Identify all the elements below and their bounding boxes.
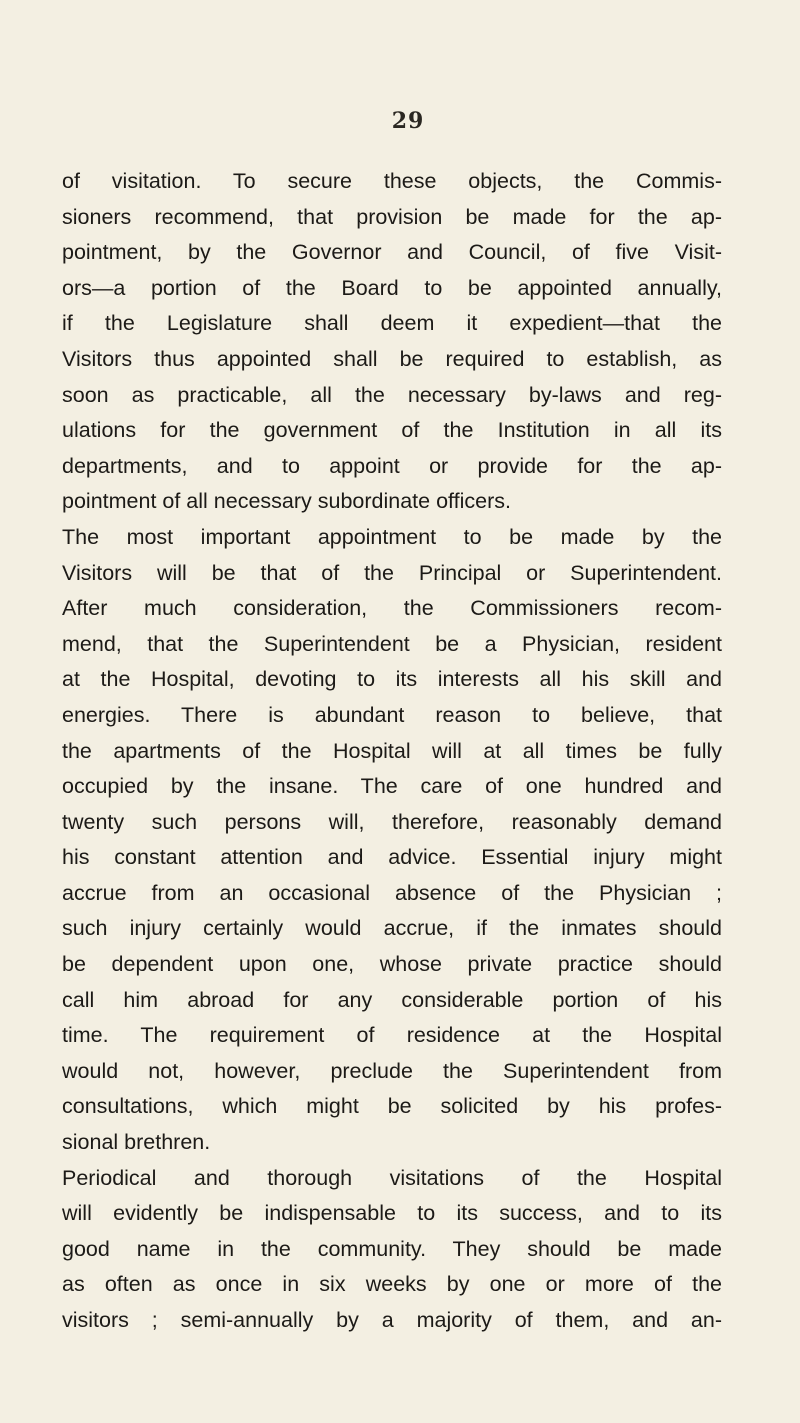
text-line: Periodical and thorough visitations of the Hospital — [62, 1165, 722, 1190]
text-line: call him abroad for any considerable portion of his — [62, 987, 722, 1012]
text-line: visitors ; semi-annually by a majority of them, and an- — [62, 1308, 722, 1332]
text-line: if the Legislature shall deem it expedient—that the — [62, 311, 722, 336]
text-line: ulations for the government of the Institution in all its — [62, 418, 722, 443]
text-line: occupied by the insane. The care of one hundred and — [62, 774, 722, 799]
text-line: After much consideration, the Commissioners recom- — [62, 596, 722, 621]
text-line: Visitors will be that of the Principal or Superintendent. — [62, 560, 722, 585]
text-line: energies. There is abundant reason to believe, that — [62, 702, 722, 727]
text-line: pointment of all necessary subordinate officers. — [62, 489, 511, 514]
text-line: time. The requirement of residence at the Hospital — [62, 1023, 722, 1048]
text-line: ors—a portion of the Board to be appointed annually, — [62, 275, 722, 300]
text-line: will evidently be indispensable to its success, and to its — [62, 1201, 722, 1226]
text-line: departments, and to appoint or provide for the ap- — [62, 453, 722, 478]
text-line: as often as once in six weeks by one or more of the — [62, 1272, 722, 1297]
text-line: his constant attention and advice. Essential injury might — [62, 845, 722, 870]
text-line: good name in the community. They should be made — [62, 1236, 722, 1261]
text-line: mend, that the Superintendent be a Physician, resident — [62, 631, 722, 656]
text-line: pointment, by the Governor and Council, of five Visit- — [62, 240, 722, 265]
text-line: at the Hospital, devoting to its interests all his skill and — [62, 667, 722, 692]
text-line: Visitors thus appointed shall be required to establish, as — [62, 346, 722, 371]
text-line: would not, however, preclude the Superintendent from — [62, 1058, 722, 1083]
text-line: accrue from an occasional absence of the Physician ; — [62, 880, 722, 905]
text-line: consultations, which might be solicited by his profes- — [62, 1094, 722, 1119]
text-line: twenty such persons will, therefore, reasonably demand — [62, 809, 722, 834]
text-line: soon as practicable, all the necessary by-laws and reg- — [62, 382, 722, 407]
text-line: the apartments of the Hospital will at all times be fully — [62, 738, 722, 763]
text-line: be dependent upon one, whose private practice should — [62, 952, 722, 977]
text-line: of visitation. To secure these objects, the Commis- — [62, 169, 722, 193]
text-line: sioners recommend, that provision be made for the ap- — [62, 204, 722, 229]
text-line: The most important appointment to be made by the — [62, 524, 722, 549]
page-number: 29 — [391, 108, 425, 134]
body-text — [62, 164, 722, 1339]
text-line: sional brethren. — [62, 1130, 211, 1155]
text-line: such injury certainly would accrue, if the inmates should — [62, 916, 722, 941]
